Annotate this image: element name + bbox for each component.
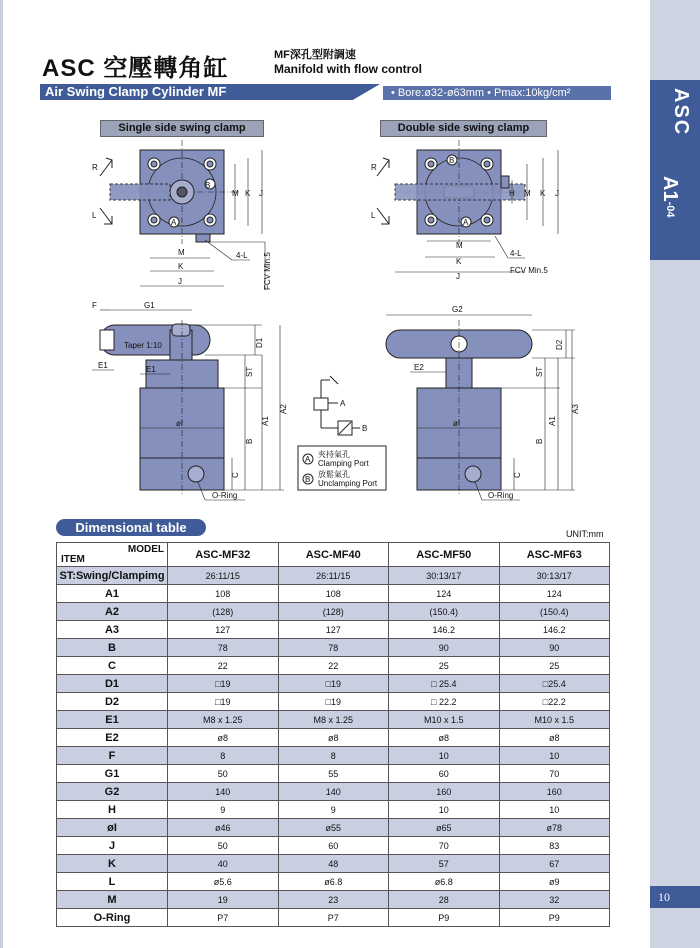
label-g2: G2 — [452, 305, 463, 314]
row-value: 30:13/17 — [499, 567, 610, 585]
label-j-2: J — [456, 272, 460, 281]
row-value: ø8 — [168, 729, 279, 747]
row-value: 26:11/15 — [168, 567, 279, 585]
row-value: ø9 — [499, 873, 610, 891]
label-d2: D2 — [555, 339, 564, 350]
label-l: L — [92, 211, 97, 220]
table-row — [57, 585, 610, 603]
banner-title: Air Swing Clamp Cylinder MF — [45, 84, 227, 99]
row-item: E1 — [57, 711, 168, 729]
label-m-vert: M — [232, 189, 239, 198]
row-value: 10 — [389, 801, 500, 819]
row-value: 60 — [278, 837, 389, 855]
row-value: 83 — [499, 837, 610, 855]
header-model-label: MODEL — [127, 544, 164, 555]
row-value: 26:11/15 — [278, 567, 389, 585]
label-d1: D1 — [255, 337, 264, 348]
row-value: □ 22.2 — [389, 693, 500, 711]
label-st-2: ST — [535, 366, 544, 377]
row-value: P7 — [168, 909, 279, 927]
row-item: C — [57, 657, 168, 675]
label-e1-left: E1 — [98, 361, 108, 370]
label-a3: A3 — [571, 404, 580, 414]
label-taper: Taper 1:10 — [124, 341, 162, 350]
row-item: A2 — [57, 603, 168, 621]
table-row — [57, 657, 610, 675]
table-row — [57, 747, 610, 765]
row-value: 78 — [168, 639, 279, 657]
row-item: G1 — [57, 765, 168, 783]
label-4l: 4-L — [236, 251, 248, 260]
row-item: M — [57, 891, 168, 909]
row-value: □25.4 — [499, 675, 610, 693]
row-value: (150.4) — [389, 603, 500, 621]
row-value: P9 — [389, 909, 500, 927]
legend-clamp-cn: 夾持氣孔 — [318, 450, 350, 459]
header-model-1: ASC-MF32 — [168, 543, 279, 567]
label-m: M — [178, 248, 185, 257]
double-front-view — [386, 315, 575, 500]
label-e2: E2 — [414, 363, 424, 372]
row-value: 108 — [168, 585, 279, 603]
row-value: 70 — [499, 765, 610, 783]
row-value: ø8 — [499, 729, 610, 747]
row-value: □19 — [168, 675, 279, 693]
row-value: M8 x 1.25 — [278, 711, 389, 729]
row-value: 48 — [278, 855, 389, 873]
label-fcv: FCV Min.5 — [263, 252, 272, 290]
label-b-port-2: B — [449, 156, 455, 165]
label-a-port: A — [171, 218, 177, 227]
row-value: 124 — [499, 585, 610, 603]
row-value: 19 — [168, 891, 279, 909]
row-value: 57 — [389, 855, 500, 873]
sidebar-code-main: A1 — [659, 176, 681, 202]
table-row — [57, 909, 610, 927]
table-row — [57, 855, 610, 873]
row-value: (150.4) — [499, 603, 610, 621]
label-g1: G1 — [144, 301, 155, 310]
row-value: 146.2 — [499, 621, 610, 639]
row-value: 160 — [499, 783, 610, 801]
label-k: K — [178, 262, 184, 271]
row-item: G2 — [57, 783, 168, 801]
label-l-2: L — [371, 211, 376, 220]
label-k-2: K — [456, 257, 462, 266]
row-value: 8 — [278, 747, 389, 765]
label-o-ring-2: O-Ring — [488, 491, 514, 500]
row-value: 124 — [389, 585, 500, 603]
row-item: K — [57, 855, 168, 873]
row-value: (128) — [168, 603, 279, 621]
table-row — [57, 675, 610, 693]
label-st: ST — [245, 366, 254, 377]
row-value: ø46 — [168, 819, 279, 837]
row-value: 90 — [499, 639, 610, 657]
label-b-port: B — [205, 181, 211, 190]
row-value: 60 — [389, 765, 500, 783]
row-value: 146.2 — [389, 621, 500, 639]
row-value: ø78 — [499, 819, 610, 837]
legend-unclamp-en: Unclamping Port — [318, 479, 378, 488]
row-value: 55 — [278, 765, 389, 783]
header-model-4: ASC-MF63 — [499, 543, 610, 567]
header-model-3: ASC-MF50 — [389, 543, 500, 567]
row-value: 160 — [389, 783, 500, 801]
row-item: D2 — [57, 693, 168, 711]
label-j-vert: J — [259, 189, 263, 198]
sidebar-code — [658, 176, 681, 217]
label-c-2: C — [513, 472, 522, 478]
row-value: □22.2 — [499, 693, 610, 711]
row-value: ø55 — [278, 819, 389, 837]
row-value: 22 — [278, 657, 389, 675]
table-body — [57, 567, 610, 927]
row-value: ø6.8 — [389, 873, 500, 891]
double-clamp-title: Double side swing clamp — [380, 120, 547, 137]
title-subtitle-en: Manifold with flow control — [274, 62, 422, 76]
page-title: ASC 空壓轉角缸 — [42, 55, 229, 82]
row-value: 10 — [499, 801, 610, 819]
row-value: 127 — [168, 621, 279, 639]
row-value: 9 — [278, 801, 389, 819]
label-k-vert: K — [245, 189, 251, 198]
row-value: 90 — [389, 639, 500, 657]
legend-b-mark: B — [305, 475, 311, 484]
label-e1: E1 — [146, 365, 156, 374]
label-o-ring: O-Ring — [212, 491, 238, 500]
row-value: 50 — [168, 765, 279, 783]
row-value: ø8 — [278, 729, 389, 747]
header-model-2: ASC-MF40 — [278, 543, 389, 567]
row-value: 70 — [389, 837, 500, 855]
row-value: 28 — [389, 891, 500, 909]
row-value: M10 x 1.5 — [389, 711, 500, 729]
row-value: 10 — [499, 747, 610, 765]
single-clamp-title: Single side swing clamp — [100, 120, 264, 137]
row-item: H — [57, 801, 168, 819]
table-row — [57, 801, 610, 819]
table-row — [57, 891, 610, 909]
page-number: 10 — [650, 886, 700, 908]
table-row — [57, 621, 610, 639]
row-value: □19 — [278, 693, 389, 711]
table-row — [57, 765, 610, 783]
row-value: ø5.6 — [168, 873, 279, 891]
label-b-2: B — [535, 438, 544, 444]
label-f: F — [92, 301, 97, 310]
label-4l-2: 4-L — [510, 249, 522, 258]
row-value: 8 — [168, 747, 279, 765]
table-row — [57, 603, 610, 621]
row-item: øI — [57, 819, 168, 837]
row-item: E2 — [57, 729, 168, 747]
row-item: O-Ring — [57, 909, 168, 927]
label-a1-2: A1 — [548, 416, 557, 426]
legend-unclamp-cn: 放鬆氣孔 — [318, 470, 350, 479]
row-value: ø65 — [389, 819, 500, 837]
row-value: 10 — [389, 747, 500, 765]
header-item-label: ITEM — [61, 554, 85, 565]
unit-label: UNIT:mm — [566, 529, 604, 539]
label-c: C — [231, 472, 240, 478]
row-value: 108 — [278, 585, 389, 603]
row-value: 140 — [168, 783, 279, 801]
row-value: ø6.8 — [278, 873, 389, 891]
row-value: (128) — [278, 603, 389, 621]
legend-a-mark: A — [305, 455, 311, 464]
label-phi-i-2: øI — [453, 419, 461, 428]
label-fcv-2: FCV Min.5 — [510, 266, 548, 275]
row-item: L — [57, 873, 168, 891]
row-value: 32 — [499, 891, 610, 909]
row-value: 22 — [168, 657, 279, 675]
table-row — [57, 873, 610, 891]
row-item: J — [57, 837, 168, 855]
row-item: D1 — [57, 675, 168, 693]
label-h: H — [509, 189, 515, 198]
row-value: M10 x 1.5 — [499, 711, 610, 729]
row-value: M8 x 1.25 — [168, 711, 279, 729]
table-row — [57, 567, 610, 585]
table-row — [57, 783, 610, 801]
sidebar-code-suffix: -04 — [664, 201, 676, 218]
spec-bar: • Bore:ø32-ø63mm • Pmax:10kg/cm² — [383, 86, 611, 100]
row-value: 9 — [168, 801, 279, 819]
row-value: 30:13/17 — [389, 567, 500, 585]
row-item: F — [57, 747, 168, 765]
row-item: A1 — [57, 585, 168, 603]
row-value: 67 — [499, 855, 610, 873]
row-value: 25 — [389, 657, 500, 675]
table-row — [57, 729, 610, 747]
table-row — [57, 711, 610, 729]
row-value: 40 — [168, 855, 279, 873]
row-value: □19 — [278, 675, 389, 693]
double-top-view — [377, 140, 558, 272]
label-b: B — [245, 438, 254, 444]
row-value: □ 25.4 — [389, 675, 500, 693]
row-value: 140 — [278, 783, 389, 801]
row-value: P7 — [278, 909, 389, 927]
row-item: ST:Swing/Clampimg — [57, 567, 168, 585]
row-value: ø8 — [389, 729, 500, 747]
header-corner — [57, 543, 168, 567]
table-row — [57, 837, 610, 855]
dimensional-table-title: Dimensional table — [56, 519, 206, 536]
label-a1: A1 — [261, 416, 270, 426]
label-j: J — [178, 277, 182, 286]
row-value: 23 — [278, 891, 389, 909]
row-value: 25 — [499, 657, 610, 675]
row-item: A3 — [57, 621, 168, 639]
label-m-vert-2: M — [524, 189, 531, 198]
title-subtitle-cn: MF深孔型附調速 — [274, 49, 356, 61]
label-a-port-2: A — [463, 218, 469, 227]
label-k-vert-2: K — [540, 189, 546, 198]
symbol-label-a: A — [340, 399, 346, 408]
label-r: R — [92, 163, 98, 172]
row-value: 127 — [278, 621, 389, 639]
row-value: P9 — [499, 909, 610, 927]
row-value: 50 — [168, 837, 279, 855]
row-value: 78 — [278, 639, 389, 657]
label-r-2: R — [371, 163, 377, 172]
dimensional-table — [56, 542, 610, 927]
label-a2: A2 — [279, 404, 288, 414]
table-row — [57, 693, 610, 711]
label-m-2: M — [456, 241, 463, 250]
label-phi-i: øI — [176, 419, 184, 428]
table-row — [57, 639, 610, 657]
table-row — [57, 819, 610, 837]
sidebar-brand: ASC — [670, 88, 692, 137]
symbol-label-b: B — [362, 424, 368, 433]
label-j-vert-2: J — [555, 189, 559, 198]
row-value: □19 — [168, 693, 279, 711]
row-item: B — [57, 639, 168, 657]
legend-clamp-en: Clamping Port — [318, 459, 369, 468]
